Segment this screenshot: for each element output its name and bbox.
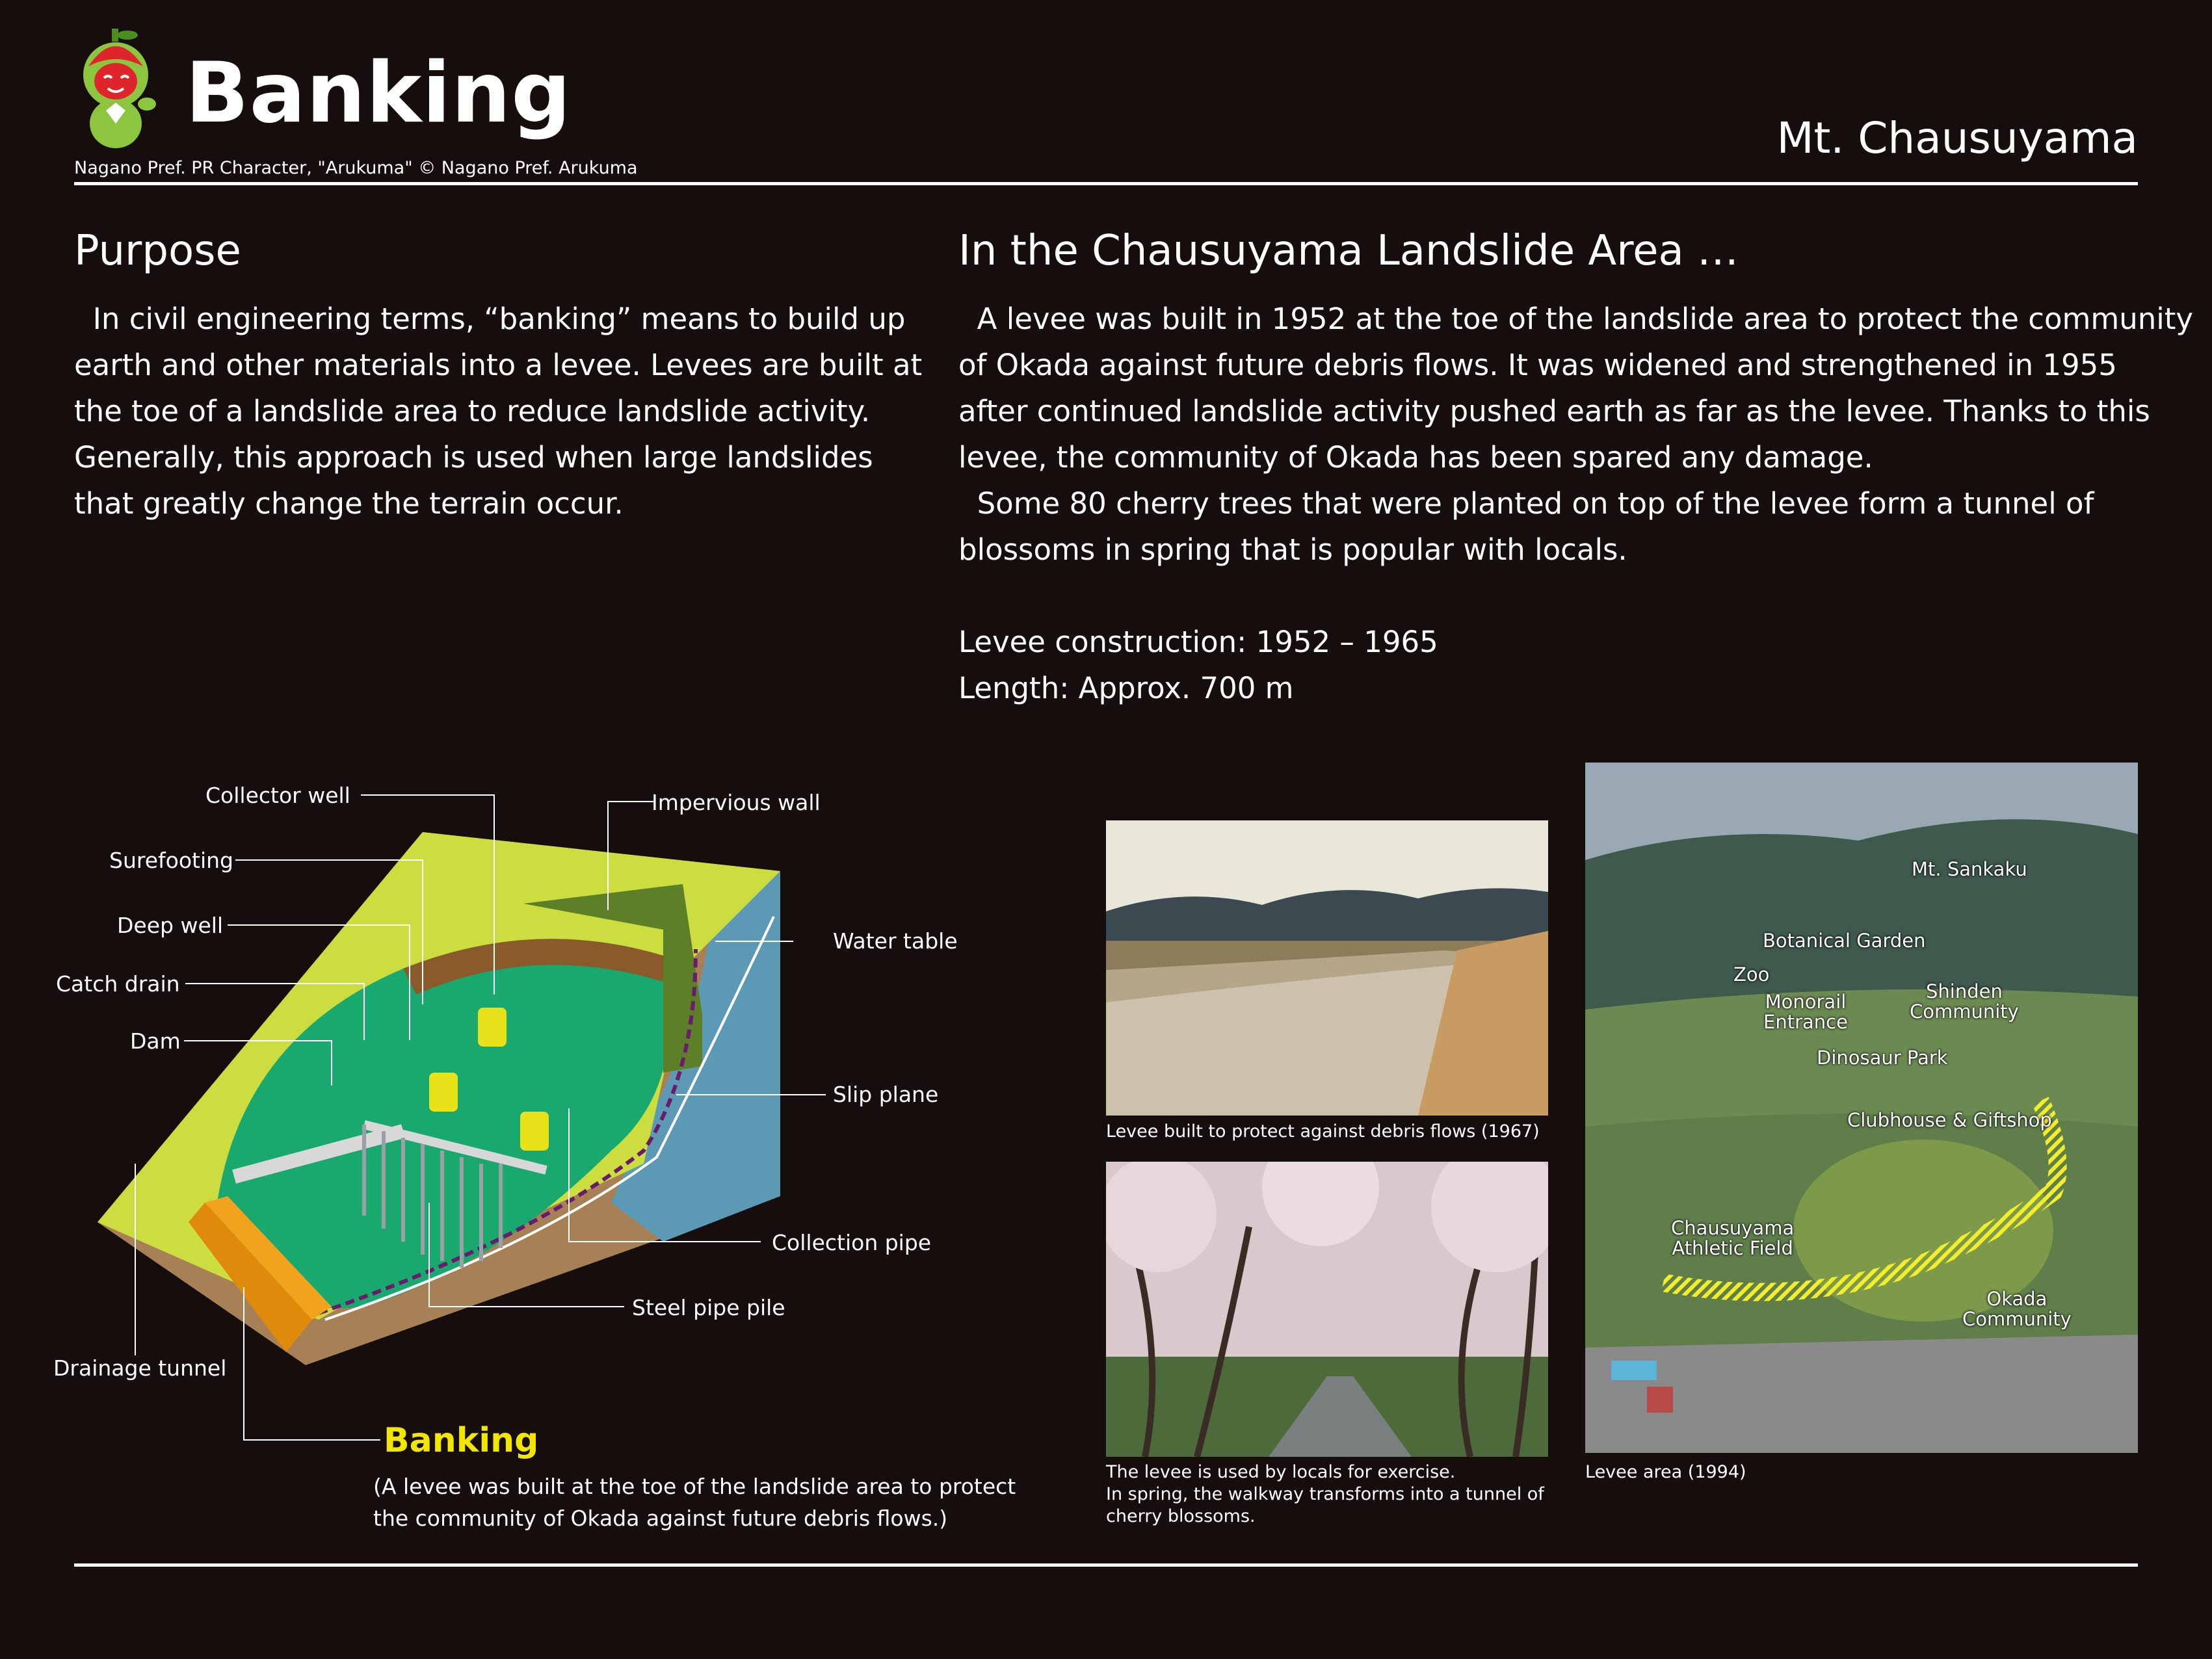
label-water-table: Water table	[833, 928, 958, 954]
map-label-shinden	[1910, 982, 2019, 1022]
map-label-botanical-garden: Botanical Garden	[1763, 930, 1926, 952]
map-label-line: Monorail	[1765, 991, 1847, 1013]
photo1-caption: Levee built to protect against debris flows (1967)	[1106, 1121, 1540, 1142]
photo2-caption-line: The levee is used by locals for exercise.	[1106, 1462, 1456, 1482]
mascot-credit: Nagano Pref. PR Character, "Arukuma" © Nagano Pref. Arukuma	[74, 158, 638, 178]
area-line: A levee was built in 1952 at the toe of the landslide area to protect the community	[958, 302, 2194, 336]
area-text	[958, 296, 2194, 711]
area-line: levee, the community of Okada has been spared any damage.	[958, 440, 1873, 475]
map-caption: Levee area (1994)	[1585, 1462, 1746, 1482]
purpose-line: that greatly change the terrain occur.	[74, 486, 624, 521]
top-divider	[74, 182, 2138, 185]
map-label-line: Entrance	[1763, 1011, 1848, 1033]
map-label-line: Chausuyama	[1671, 1217, 1795, 1239]
photo-levee-1967	[1106, 820, 1548, 1116]
purpose-heading: Purpose	[74, 227, 241, 275]
area-line: blossoms in spring that is popular with locals.	[958, 532, 1627, 567]
construction-dates: Levee construction: 1952 – 1965	[958, 625, 1438, 659]
label-catch-drain: Catch drain	[56, 971, 180, 997]
map-label-monorail	[1763, 992, 1848, 1032]
area-line: of Okada against future debris flows. It was widened and strengthened in 1955	[958, 348, 2117, 382]
map-label-line: Community	[1910, 1000, 2019, 1023]
banking-label: Banking	[384, 1421, 539, 1460]
label-steel-pipe-pile: Steel pipe pile	[632, 1295, 785, 1320]
map-label-okada	[1962, 1289, 2072, 1329]
area-heading: In the Chausuyama Landslide Area …	[958, 227, 1739, 275]
map-label-line: Shinden	[1925, 980, 2003, 1002]
label-deep-well: Deep well	[117, 913, 224, 938]
area-line: Some 80 cherry trees that were planted on top of the levee form a tunnel of	[958, 486, 2094, 521]
banking-desc-line: the community of Okada against future debris flows.)	[373, 1506, 948, 1531]
bottom-divider	[74, 1563, 2138, 1567]
location-name: Mt. Chausuyama	[1776, 113, 2138, 163]
photo2-caption-line: In spring, the walkway transforms into a tunnel of	[1106, 1484, 1544, 1504]
purpose-line: Generally, this approach is used when large landslides	[74, 440, 873, 475]
photo-cherry-blossoms	[1106, 1162, 1548, 1457]
map-label-line: Athletic Field	[1672, 1237, 1793, 1259]
label-dam: Dam	[130, 1028, 181, 1054]
map-label-line: Okada	[1986, 1288, 2047, 1310]
purpose-line: the toe of a landslide area to reduce landslide activity.	[74, 394, 871, 428]
banking-description	[373, 1470, 1016, 1534]
label-collection-pipe: Collection pipe	[772, 1230, 932, 1255]
arukuma-mascot	[70, 26, 161, 150]
purpose-line: earth and other materials into a levee. Levees are built at	[74, 348, 923, 382]
purpose-text	[74, 296, 945, 527]
map-label-line: Community	[1962, 1308, 2072, 1330]
label-slip-plane: Slip plane	[833, 1082, 939, 1107]
photo2-caption	[1106, 1461, 1544, 1528]
photo2-caption-line: cherry blossoms.	[1106, 1506, 1256, 1526]
map-label-athletic-field	[1671, 1218, 1794, 1259]
page-title: Banking	[185, 45, 572, 142]
label-surefooting: Surefooting	[109, 848, 233, 873]
label-impervious-wall: Impervious wall	[652, 790, 821, 815]
map-label-clubhouse: Clubhouse & Giftshop	[1847, 1109, 2052, 1131]
aerial-photo-1994	[1585, 763, 2138, 1453]
purpose-line: In civil engineering terms, “banking” means to build up	[74, 302, 906, 336]
label-drainage-tunnel: Drainage tunnel	[53, 1355, 227, 1381]
map-label-mt-sankaku: Mt. Sankaku	[1912, 858, 2027, 880]
area-line: after continued landslide activity pushed earth as far as the levee. Thanks to this	[958, 394, 2150, 428]
levee-length: Length: Approx. 700 m	[958, 671, 1294, 705]
banking-desc-line: (A levee was built at the toe of the landslide area to protect	[373, 1474, 1016, 1499]
label-collector-well: Collector well	[205, 783, 350, 808]
spacer	[958, 573, 2168, 619]
map-label-zoo: Zoo	[1733, 963, 1770, 986]
map-label-dinosaur-park: Dinosaur Park	[1817, 1047, 1948, 1069]
